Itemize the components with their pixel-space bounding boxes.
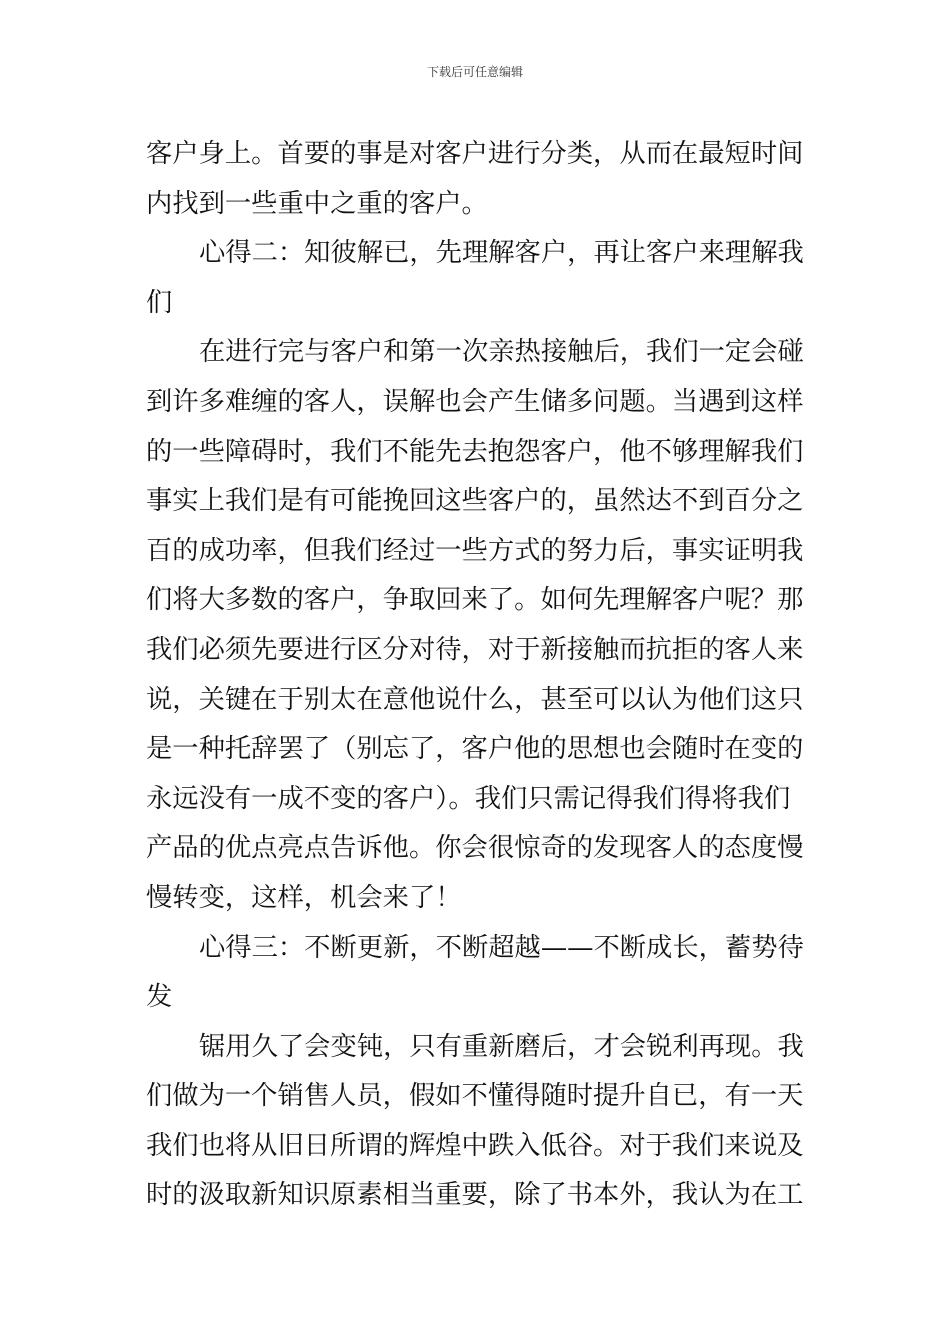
text-line: 我们也将从旧日所谓的辉煌中跌入低谷。对于我们来说及 xyxy=(146,1130,804,1161)
document-body xyxy=(146,130,816,1221)
section-heading: 心得二：知彼解已，先理解客户，再让客户来理解我 xyxy=(199,238,804,269)
text-line: 是一种托辞罢了（别忘了，客户他的思想也会随时在变的 xyxy=(146,734,804,765)
text-line: 我们必须先要进行区分对待，对于新接触而抗拒的客人来 xyxy=(146,634,804,665)
section-heading: 心得三：不断更新，不断超越——不断成长，蓄势待 xyxy=(199,932,804,963)
text-line: 的一些障碍时，我们不能先去抱怨客户，他不够理解我们 xyxy=(146,436,804,467)
text-line: 客户身上。首要的事是对客户进行分类，从而在最短时间 xyxy=(146,139,804,169)
text-line: 时的汲取新知识原素相当重要，除了书本外，我认为在工 xyxy=(146,1180,804,1211)
text-line: 们做为一个销售人员，假如不懂得随时提升自已，有一天 xyxy=(146,1081,804,1112)
text-line: 永远没有一成不变的客户）。我们只需记得我们得将我们 xyxy=(146,783,791,814)
text-line: 百的成功率，但我们经过一些方式的努力后，事实证明我 xyxy=(146,535,804,566)
section-heading-continued: 发 xyxy=(146,982,173,1013)
text-line: 们将大多数的客户，争取回来了。如何先理解客户呢？那 xyxy=(146,585,804,616)
text-line: 内找到一些重中之重的客户。 xyxy=(146,188,488,219)
text-line: 事实上我们是有可能挽回这些客户的，虽然达不到百分之 xyxy=(146,486,804,517)
text-line: 慢转变，这样，机会来了！ xyxy=(146,882,462,913)
text-line: 产品的优点亮点告诉他。你会很惊奇的发现客人的态度慢 xyxy=(146,833,804,864)
text-line: 说，关键在于别太在意他说什么，甚至可以认为他们这只 xyxy=(146,684,804,715)
page-header: 下载后可任意编辑 xyxy=(426,65,523,79)
text-line: 到许多难缠的客人，误解也会产生储多问题。当遇到这样 xyxy=(146,386,804,417)
text-line: 锯用久了会变钝，只有重新磨后，才会锐利再现。我 xyxy=(199,1031,804,1062)
section-heading-continued: 们 xyxy=(146,287,173,318)
text-line: 在进行完与客户和第一次亲热接触后，我们一定会碰 xyxy=(199,337,804,368)
